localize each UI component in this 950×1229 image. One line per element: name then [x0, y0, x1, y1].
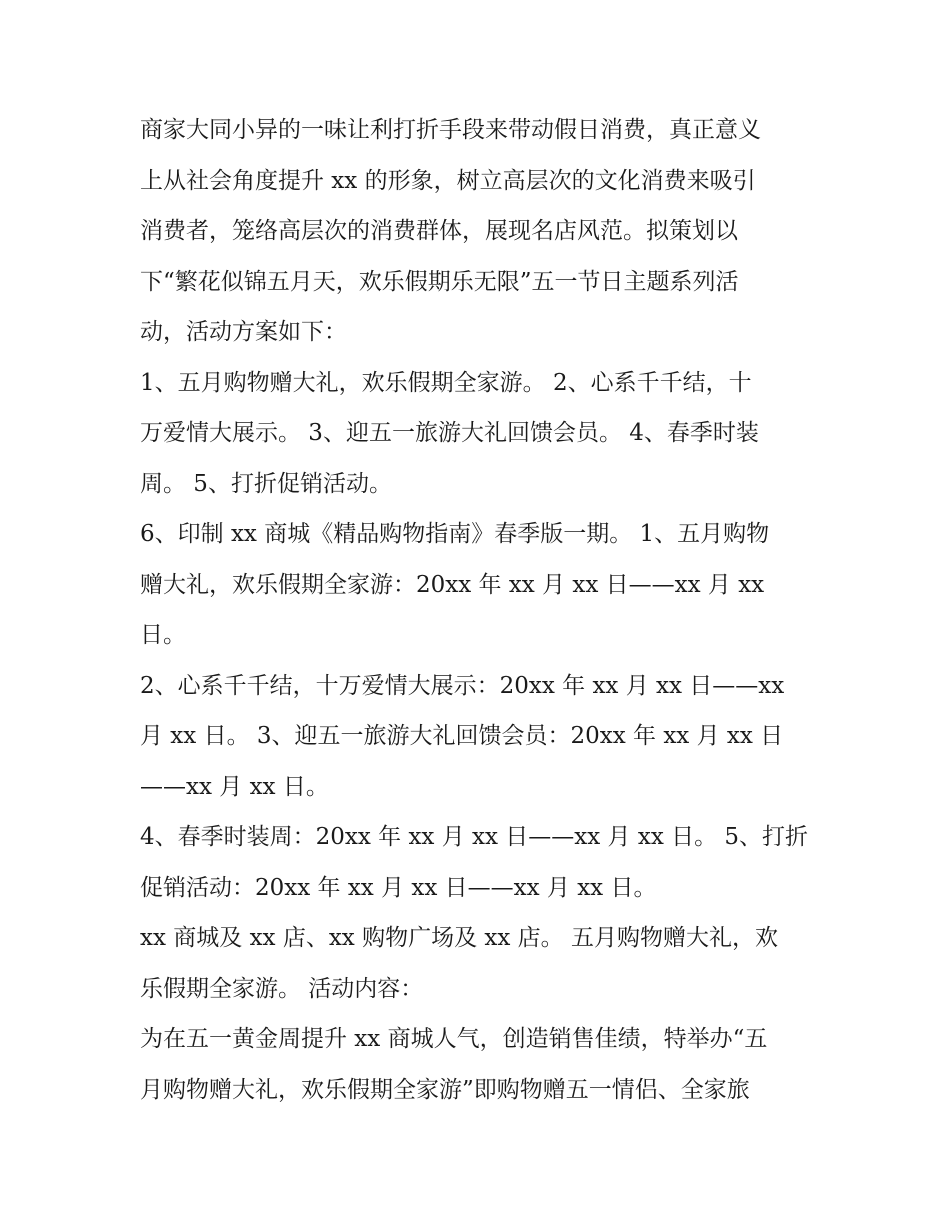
text-line: 6、印制 xx 商城《精品购物指南》春季版一期。 1、五月购物 [140, 521, 770, 547]
text-line: xx 商城及 xx 店、xx 购物广场及 xx 店。 五月购物赠大礼，欢 [140, 925, 778, 951]
text-line: 4、春季时装周：20xx 年 xx 月 xx 日——xx 月 xx 日。 5、打折 [140, 824, 809, 850]
text-line: 促销活动：20xx 年 xx 月 xx 日——xx 月 xx 日。 [140, 874, 657, 901]
text-line: 为在五一黄金周提升 xx 商城人气，创造销售佳绩，特举办“五 [140, 1026, 768, 1052]
document-body [140, 105, 820, 1115]
text-line: ——xx 月 xx 日。 [140, 773, 329, 800]
text-line: 2、心系千千结，十万爱情大展示：20xx 年 xx 月 xx 日——xx [140, 672, 785, 699]
text-line: 万爱情大展示。 3、迎五一旅游大礼回馈会员。 4、春季时装 [140, 420, 759, 446]
text-line: 1、五月购物赠大礼，欢乐假期全家游。 2、心系千千结，十 [140, 369, 752, 396]
text-line: 商家大同小异的一味让利打折手段来带动假日消费，真正意义 [140, 117, 761, 143]
text-line: 消费者，笼络高层次的消费群体，展现名店风范。拟策划以 [140, 218, 738, 244]
text-line: 上从社会角度提升 xx 的形象，树立高层次的文化消费来吸引 [140, 167, 756, 194]
text-line: 下“繁花似锦五月天，欢乐假期乐无限”五一节日主题系列活 [140, 268, 739, 295]
text-line: 月 xx 日。 3、迎五一旅游大礼回馈会员：20xx 年 xx 月 xx 日 [140, 723, 784, 749]
text-line: 赠大礼，欢乐假期全家游：20xx 年 xx 月 xx 日——xx 月 xx [140, 571, 765, 598]
text-line: 周。 5、打折促销活动。 [140, 470, 392, 497]
text-line: 乐假期全家游。 活动内容： [140, 975, 424, 1002]
text-line: 日。 [140, 622, 186, 648]
text-line: 动，活动方案如下： [140, 319, 347, 345]
text-line: 月购物赠大礼，欢乐假期全家游”即购物赠五一情侣、全家旅 [140, 1076, 750, 1103]
